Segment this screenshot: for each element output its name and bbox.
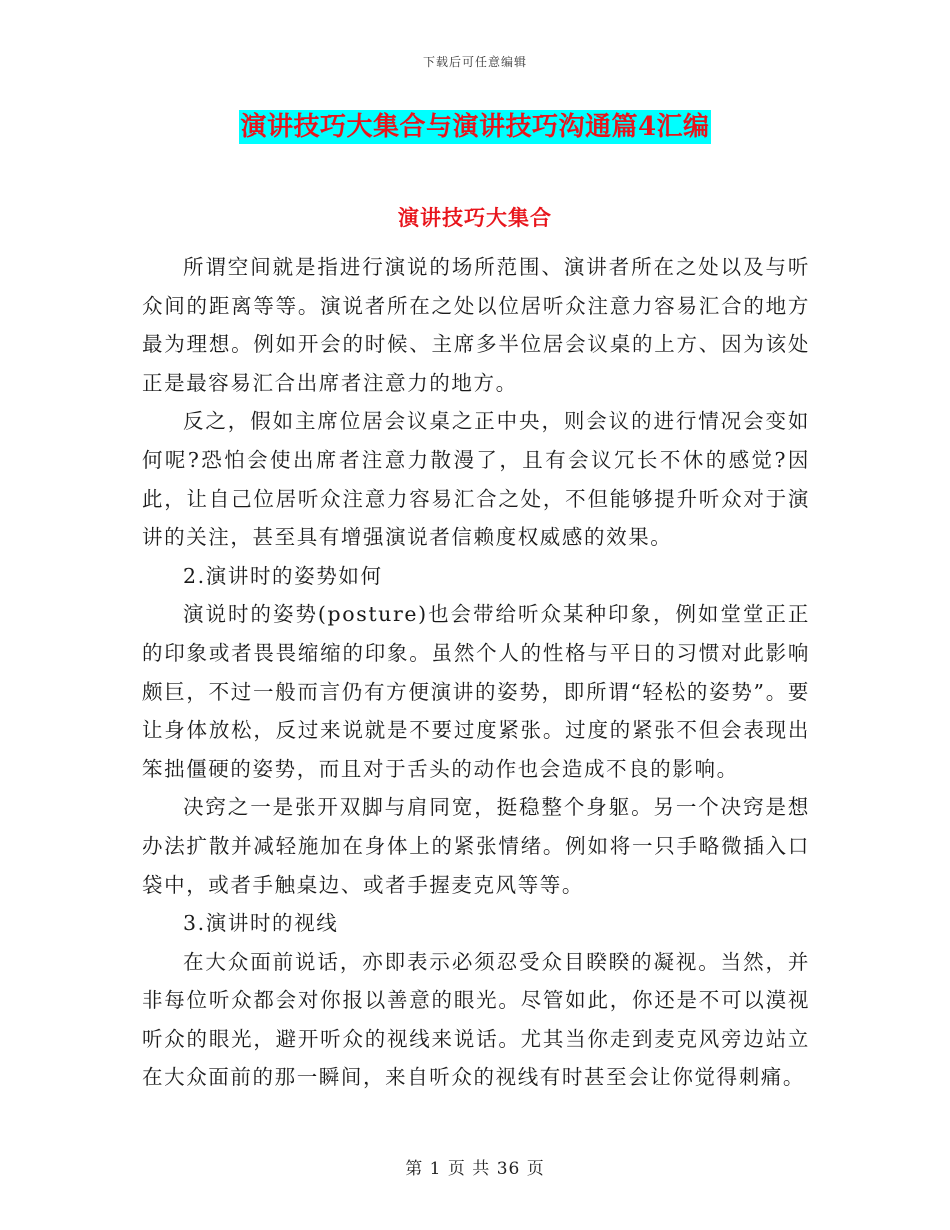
subheading: 2.演讲时的姿势如何 — [183, 563, 383, 588]
subheading: 3.演讲时的视线 — [183, 911, 339, 936]
main-title-container — [0, 110, 950, 144]
header-note: 下载后可任意编辑 — [422, 55, 527, 69]
paragraph: 在大众面前说话，亦即表示必须忍受众目睽睽的凝视。当然，并非每位听众都会对你报以善意的眼光。尽管如此，你还是不可以漠视听众的眼光，避开听众的视线来说话。尤其当你走到麦克风旁边站立在大众面前的那一瞬间，来自听众的视线有时甚至会让你觉得刺痛。 — [142, 949, 810, 1090]
paragraph: 演说时的姿势(posture)也会带给听众某种印象，例如堂堂正正的印象或者畏畏缩缩的印象。虽然个人的性格与平日的习惯对此影响颇巨，不过一般而言仍有方便演讲的姿势，即所谓“轻松的姿势”。要让身体放松，反过来说就是不要过度紧张。过度的紧张不但会表现出笨拙僵硬的姿势，而且对于舌头的动作也会造成不良的影响。 — [142, 602, 810, 781]
paragraph: 反之，假如主席位居会议桌之正中央，则会议的进行情况会变如何呢?恐怕会使出席者注意力散漫了，且有会议冗长不休的感觉?因此，让自己位居听众注意力容易汇合之处，不但能够提升听众对于演讲的关注，甚至具有增强演说者信赖度权威感的效果。 — [142, 409, 810, 550]
paragraph: 所谓空间就是指进行演说的场所范围、演讲者所在之处以及与听众间的距离等等。演说者所在之处以位居听众注意力容易汇合的地方最为理想。例如开会的时候、主席多半位居会议桌的上方、因为该处正是最容易汇合出席者注意力的地方。 — [142, 255, 810, 395]
paragraph: 决窍之一是张开双脚与肩同宽，挺稳整个身躯。另一个决窍是想办法扩散并减轻施加在身体上的紧张情绪。例如将一只手略微插入口袋中，或者手触桌边、或者手握麦克风等等。 — [142, 795, 810, 897]
section-title: 演讲技巧大集合 — [398, 205, 552, 230]
page-number-footer: 第 1 页 共 36 页 — [405, 1159, 545, 1179]
document-body — [142, 248, 810, 1097]
document-title: 演讲技巧大集合与演讲技巧沟通篇4汇编 — [240, 112, 710, 142]
